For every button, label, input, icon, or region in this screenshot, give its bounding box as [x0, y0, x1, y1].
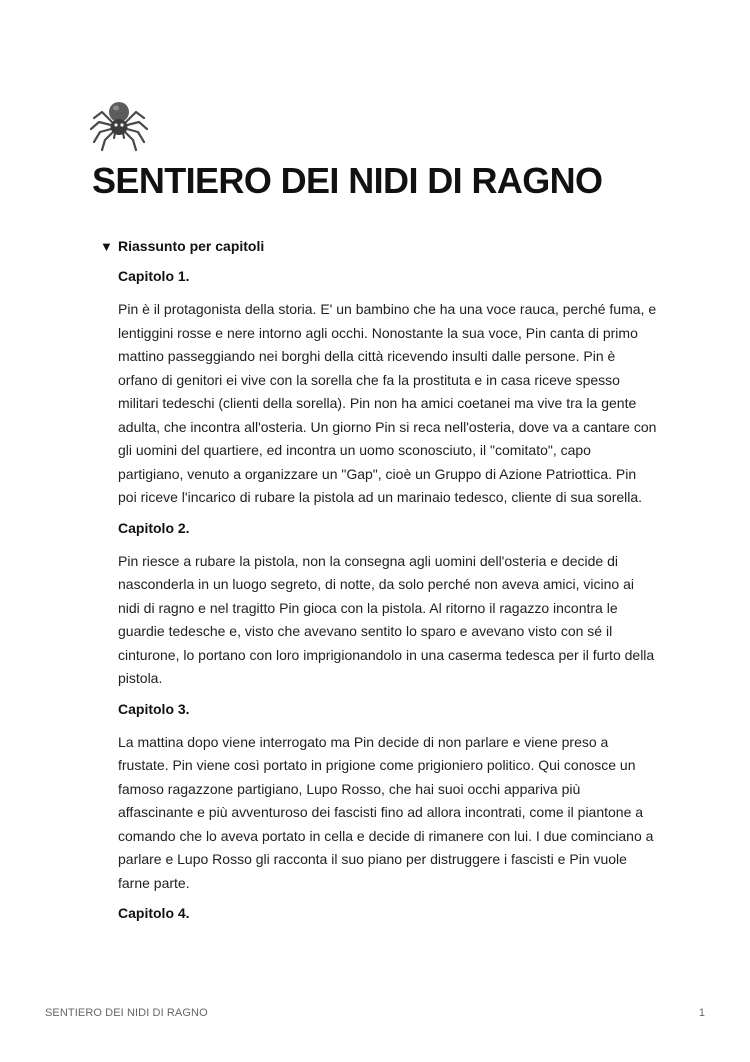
chapter-heading: Capitolo 2. — [118, 519, 190, 536]
summary-toggle[interactable] — [100, 236, 660, 256]
chapter-section — [118, 266, 658, 510]
spider-icon — [88, 98, 150, 152]
triangle-down-icon[interactable]: ▼ — [100, 238, 113, 254]
chapter-heading: Capitolo 4. — [118, 905, 190, 921]
chapter-heading: Capitolo 3. — [118, 700, 190, 717]
chapter-paragraph: La mattina dopo viene interrogato ma Pin decide di non parlare e viene preso a frustate. Pin viene così portato in prigione come prigioniero politico. Qui conosce un famoso ragazzone partigiano, Lupo Rosso, che hai suoi occhi appariva più affascinante e più avventuroso dei fascisti fino ad allora incontrati, come il piantone a comando che lo aveva portato in cella e decide di rimanere con lui. I due cominciano a parlare e Lupo Rosso gli racconta il suo piano per distruggere i fascisti e Pin vuole farne parte. — [118, 733, 654, 891]
chapter-paragraph: Pin è il protagonista della storia. E' un bambino che ha una voce rauca, perché fuma, e lentiggini rosse e nere intorno agli occhi. Nonostante la sua voce, Pin canta di primo mattino passeggiando nei borghi della città ricevendo insulti dalle persone. Pin è orfano di genitori ei vive con la sorella che fa la prostituta e in casa riceve spesso militari tedeschi (clienti della sorella). Pin non ha amici coetanei ma vive tra la gente adulta, che incontra all'osteria. Un giorno Pin si reca nell'osteria, dove va a cantare con gli uomini del quartiere, ed incontra un uomo sconosciuto, il "comitato", capo partigiano, venuto a organizzare un "Gap", cioè un Gruppo di Azione Patriottica. Pin poi riceve l'incarico di rubare la pistola ad un marinaio tedesco, cliente di sua sorella. — [118, 301, 657, 505]
footer-document-title: SENTIERO DEI NIDI DI RAGNO — [45, 1007, 208, 1019]
chapter-heading: Capitolo 1. — [118, 268, 190, 284]
chapter-section — [118, 518, 658, 691]
chapter-section — [118, 903, 658, 923]
chapter-section — [118, 699, 658, 896]
chapter-paragraph: Pin riesce a rubare la pistola, non la consegna agli uomini dell'osteria e decide di nasconderla in un luogo segreto, di notte, da solo perché non aveva amici, vicino ai nidi di ragno e nel tragitto Pin gioca con la pistola. Al ritorno il ragazzo incontra le guardie tedesche e, visto che avevano sentito lo sparo e avevano visto con sé il cinturone, lo portano con loro imprigionandolo in una caserma tedesca per il furto della pistola. — [118, 552, 655, 686]
summary-content — [118, 266, 658, 923]
summary-toggle-label: Riassunto per capitoli — [118, 238, 265, 254]
footer-page-number: 1 — [698, 1007, 705, 1019]
summary-toggle-block — [100, 236, 660, 935]
page-title: SENTIERO DEI NIDI DI RAGNO — [92, 160, 603, 201]
